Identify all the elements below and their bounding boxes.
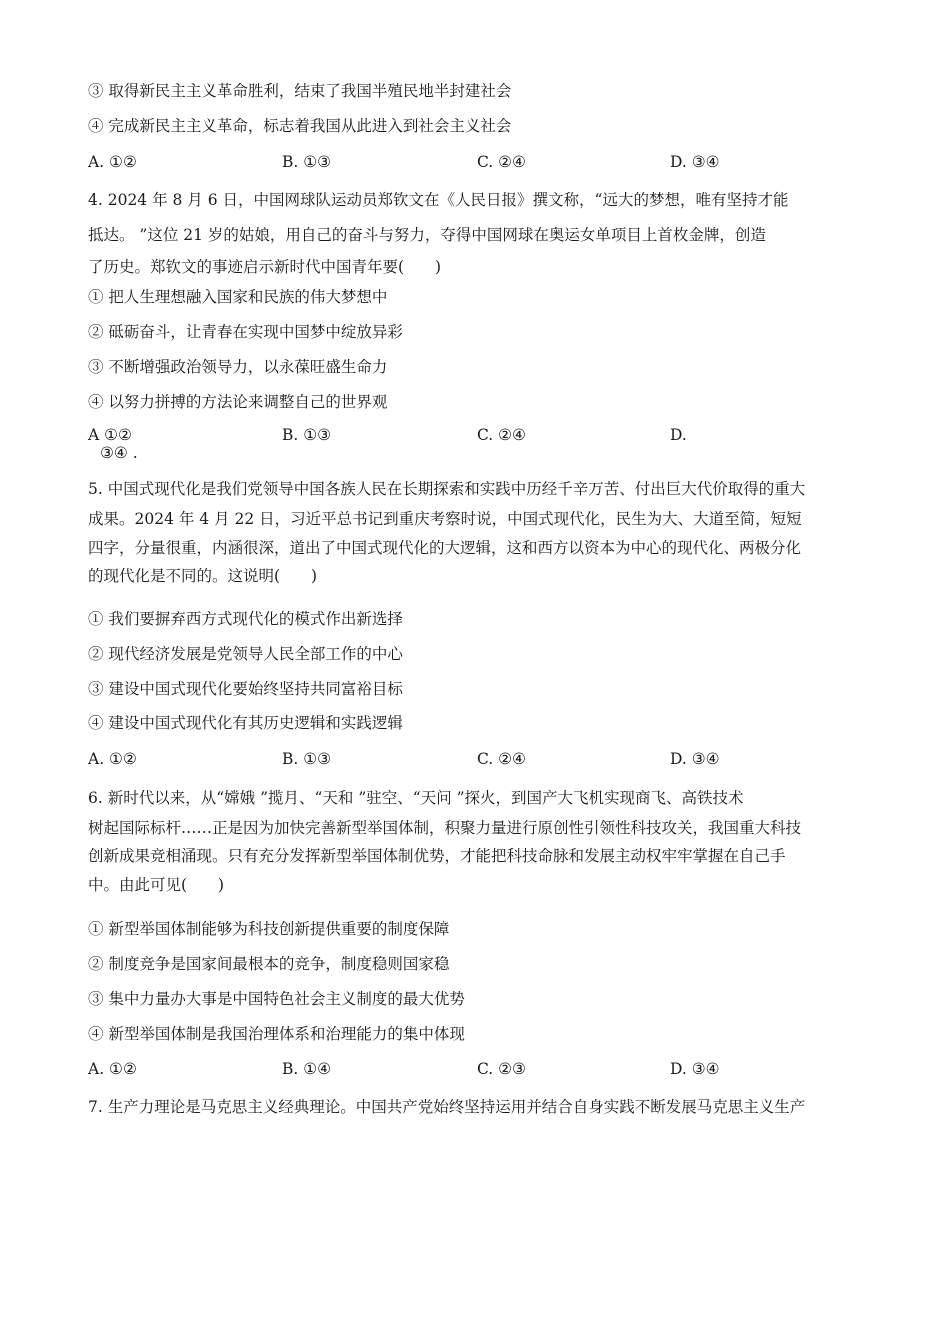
q6-stem-line-4: 中。由此可见( ) bbox=[88, 876, 225, 894]
q4-statement-1: ① 把人生理想融入国家和民族的伟大梦想中 bbox=[88, 288, 388, 306]
q5-option-d[interactable]: D. ③④ bbox=[670, 750, 720, 768]
q7-stem-line-1: 7. 生产力理论是马克思主义经典理论。中国共产党始终坚持运用并结合自身实践不断发展马克思主义生产 bbox=[88, 1098, 806, 1116]
q4-option-b[interactable]: B. ①③ bbox=[282, 426, 332, 444]
q5-stem-line-1: 5. 中国式现代化是我们党领导中国各族人民在长期探索和实践中历经千辛万苦、付出巨大代价取得的重大 bbox=[88, 480, 806, 498]
q6-statement-1: ① 新型举国体制能够为科技创新提供重要的制度保障 bbox=[88, 920, 450, 938]
q3-statement-3: ③ 取得新民主主义革命胜利，结束了我国半殖民地半封建社会 bbox=[88, 82, 512, 100]
q6-statement-4: ④ 新型举国体制是我国治理体系和治理能力的集中体现 bbox=[88, 1025, 465, 1043]
q4-stem-line-3: 了历史。郑钦文的事迹启示新时代中国青年要( ) bbox=[88, 258, 442, 276]
q6-option-c[interactable]: C. ②③ bbox=[477, 1060, 526, 1078]
q6-stem-line-1: 6. 新时代以来，从“嫦娥 ”揽月、“天和 ”驻空、“天问 ”探火，到国产大飞机实现商飞、高铁技术 bbox=[88, 789, 744, 807]
q5-option-a[interactable]: A. ①② bbox=[88, 750, 137, 768]
q6-stem-line-2: 树起国际标杆……正是因为加快完善新型举国体制，积聚力量进行原创性引领性科技攻关，我国重大科技 bbox=[88, 819, 802, 837]
q6-option-d[interactable]: D. ③④ bbox=[670, 1060, 720, 1078]
q3-statement-4: ④ 完成新民主主义革命，标志着我国从此进入到社会主义社会 bbox=[88, 117, 512, 135]
q5-statement-4: ④ 建设中国式现代化有其历史逻辑和实践逻辑 bbox=[88, 714, 403, 732]
q4-option-a[interactable]: A ①② bbox=[88, 426, 132, 444]
q5-statement-3: ③ 建设中国式现代化要始终坚持共同富裕目标 bbox=[88, 680, 403, 698]
q4-stem-line-1: 4. 2024 年 8 月 6 日，中国网球队运动员郑钦文在《人民日报》撰文称，“远大的梦想，唯有坚持才能 bbox=[88, 191, 789, 209]
q6-statement-3: ③ 集中力量办大事是中国特色社会主义制度的最大优势 bbox=[88, 990, 465, 1008]
q3-option-a[interactable]: A. ①② bbox=[88, 153, 137, 171]
q4-statement-3: ③ 不断增强政治领导力，以永葆旺盛生命力 bbox=[88, 358, 388, 376]
q4-option-c[interactable]: C. ②④ bbox=[477, 426, 526, 444]
q3-option-d[interactable]: D. ③④ bbox=[670, 153, 720, 171]
q5-stem-line-2: 成果。2024 年 4 月 22 日，习近平总书记到重庆考察时说，中国式现代化，民生为大、大道至简，短短 bbox=[88, 510, 802, 528]
q4-option-d-wrapped-text: ③④ . bbox=[100, 444, 138, 462]
q3-option-c[interactable]: C. ②④ bbox=[477, 153, 526, 171]
q4-statement-2: ② 砥砺奋斗，让青春在实现中国梦中绽放异彩 bbox=[88, 323, 403, 341]
q5-option-b[interactable]: B. ①③ bbox=[282, 750, 332, 768]
q6-stem-line-3: 创新成果竞相涌现。只有充分发挥新型举国体制优势，才能把科技命脉和发展主动权牢牢掌握在自己手 bbox=[88, 847, 786, 865]
q4-stem-line-2: 抵达。 ”这位 21 岁的姑娘，用自己的奋斗与努力，夺得中国网球在奥运女单项目上首枚金牌，创造 bbox=[88, 226, 766, 244]
q5-statement-2: ② 现代经济发展是党领导人民全部工作的中心 bbox=[88, 645, 403, 663]
q6-option-b[interactable]: B. ①④ bbox=[282, 1060, 332, 1078]
q6-option-a[interactable]: A. ①② bbox=[88, 1060, 137, 1078]
q4-statement-4: ④ 以努力拼搏的方法论来调整自己的世界观 bbox=[88, 393, 388, 411]
q6-statement-2: ② 制度竞争是国家间最根本的竞争，制度稳则国家稳 bbox=[88, 955, 450, 973]
q5-stem-line-4: 的现代化是不同的。这说明( ) bbox=[88, 567, 318, 585]
q3-option-b[interactable]: B. ①③ bbox=[282, 153, 332, 171]
q5-stem-line-3: 四字，分量很重，内涵很深，道出了中国式现代化的大逻辑，这和西方以资本为中心的现代化、两极分化 bbox=[88, 539, 802, 557]
q5-option-c[interactable]: C. ②④ bbox=[477, 750, 526, 768]
q4-option-d[interactable]: D. bbox=[670, 426, 687, 444]
q5-statement-1: ① 我们要摒弃西方式现代化的模式作出新选择 bbox=[88, 610, 403, 628]
